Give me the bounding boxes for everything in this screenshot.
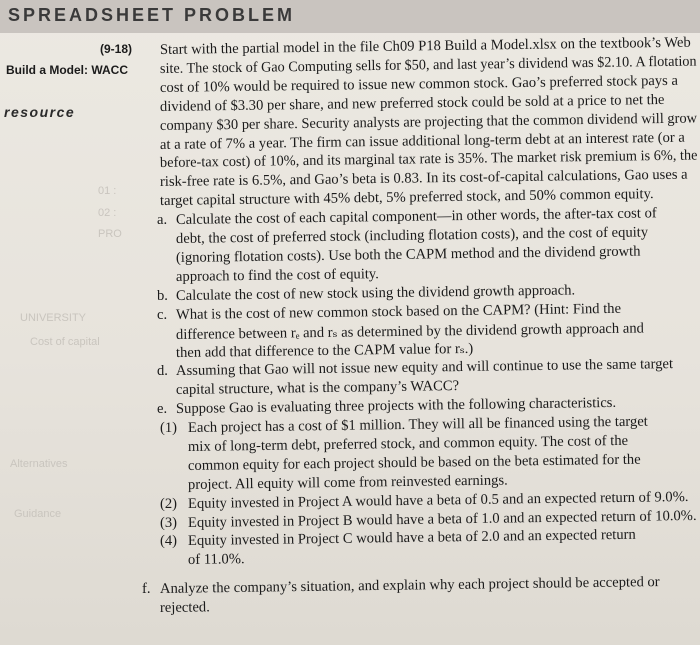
problem-label: Build a Model: WACC	[6, 63, 128, 77]
subitem-line: of 11.0%.	[187, 551, 245, 569]
subitem-line: common equity for each project should be based on the beta estimated for the	[187, 451, 641, 474]
item-marker: (4)	[160, 533, 178, 550]
item-line: capital structure, what is the company’s WACC?	[175, 378, 460, 399]
subitem-line: Each project has a cost of $1 million. They will all be financed using the target	[187, 413, 648, 436]
subitem-line: Equity invested in Project B would have a beta of 1.0 and an expected return of 10.0%.	[187, 507, 697, 531]
final-item-line: Analyze the company’s situation, and explain why each project should be accepted or	[159, 574, 660, 598]
subitem-line: project. All equity will come from reinvested earnings.	[187, 472, 508, 493]
item-line: Calculate the cost of new stock using the dividend growth approach.	[175, 282, 576, 304]
item-marker: (2)	[160, 495, 178, 512]
item-marker: a.	[157, 212, 168, 229]
subitem-line: Equity invested in Project A would have a beta of 0.5 and an expected return of 9.0%.	[187, 488, 689, 512]
item-marker: d.	[157, 363, 168, 380]
item-marker: f.	[142, 581, 151, 598]
body-line: company $30 per share. Security analysts are projecting that the common dividend will grow	[159, 110, 698, 134]
faint-note: PRO	[98, 228, 122, 240]
banner-title: SPREADSHEET PROBLEM	[8, 5, 296, 25]
faint-note: UNIVERSITY	[20, 312, 87, 324]
body-line: dividend of $3.30 per share, and new preferred stock could be sold at a price to net the	[159, 91, 665, 115]
body-line: site. The stock of Gao Computing sells for $50, and last year’s dividend was $2.10. A flotation	[159, 53, 697, 77]
item-marker: b.	[157, 287, 168, 304]
body-line: target capital structure with 45% debt, 5% preferred stock, and 50% common equity.	[159, 186, 654, 210]
item-marker: c.	[157, 306, 168, 323]
faint-note: 01 :	[98, 185, 117, 197]
banner	[0, 0, 700, 33]
faint-note: 02 :	[98, 207, 117, 219]
body-line: before-tax cost) of 10%, and its marginal tax rate is 35%. The market risk premium is 6%, the	[159, 147, 698, 172]
item-marker: (3)	[160, 514, 178, 531]
subitem-line: Equity invested in Project C would have a beta of 2.0 and an expected return	[187, 527, 636, 550]
body-line: at a rate of 7% a year. The firm can issue additional long-term debt at an interest rate (or a	[159, 129, 685, 153]
resource-label: resource	[4, 104, 76, 120]
body-line: risk-free rate is 6.5%, and Gao’s beta is 0.83. In its cost-of-capital calculations, Gao uses a	[159, 166, 688, 191]
item-line: debt, the cost of preferred stock (including flotation costs), and the cost of equity	[175, 224, 649, 247]
item-line: Assuming that Gao will not issue new equity and will continue to use the same target	[175, 356, 674, 380]
faint-note: Alternatives	[10, 458, 68, 470]
item-line: then add that difference to the CAPM value for rₛ.)	[175, 341, 474, 362]
faint-note: Cost of capital	[30, 336, 100, 348]
item-line: What is the cost of new common stock based on the CAPM? (Hint: Find the	[175, 300, 622, 323]
item-marker: e.	[157, 401, 168, 418]
faint-note: Guidance	[14, 508, 62, 520]
final-item-line: rejected.	[159, 599, 210, 617]
body-line: cost of 10% would be required to issue new common stock. Gao’s preferred stock pays a	[159, 72, 679, 96]
item-line: (ignoring flotation costs). Use both the CAPM method and the dividend growth	[175, 243, 641, 266]
body-line: Start with the partial model in the file Ch09 P18 Build a Model.xlsx on the textbook’s Web	[159, 34, 691, 58]
item-line: approach to find the cost of equity.	[175, 265, 379, 285]
problem-number: (9-18)	[100, 42, 133, 56]
item-marker: (1)	[160, 420, 178, 436]
item-line: difference between rₑ and rₛ as determined by the dividend growth approach and	[175, 319, 644, 343]
item-line: Calculate the cost of each capital component—in other words, the after-tax cost of	[175, 205, 657, 229]
subitem-line: mix of long-term debt, preferred stock, and common equity. The cost of the	[187, 432, 629, 455]
item-line: Suppose Gao is evaluating three projects with the following characteristics.	[175, 394, 617, 418]
